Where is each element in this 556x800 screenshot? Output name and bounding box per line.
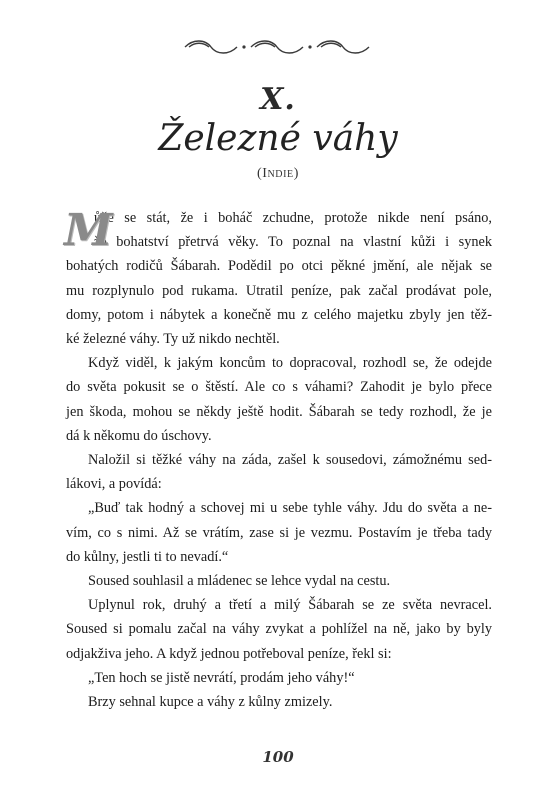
text-line: Když viděl, k jakým koncům to dopracoval, rozhodl se, že odejde — [88, 355, 492, 372]
text-line: ůže se stát, že i boháč zchudne, protože nikde není psáno, — [94, 210, 492, 226]
text-line: do kůlny, jestli ti to nevadí.“ — [66, 548, 229, 565]
page-number: 100 — [262, 748, 294, 766]
text-line: lákovi, a povídá: — [66, 476, 162, 493]
text-line: Uplynul rok, druhý a třetí a milý Šábarah se ze světa nevracel. — [88, 597, 492, 614]
story-text — [66, 206, 492, 714]
text-line: do světa pokusit se o štěstí. Ale co s váhami? Zahodit je bylo přece — [66, 379, 492, 396]
text-line: ké železné váhy. Ty už nikdo nechtěl. — [66, 331, 280, 348]
paragraph-4 — [66, 496, 492, 569]
text-line: Soused souhlasil a mládenec se lehce vydal na cestu. — [88, 573, 391, 590]
text-line: dá k někomu do úschovy. — [66, 427, 212, 444]
drop-cap-letter: M — [64, 205, 113, 256]
paragraph-7 — [66, 666, 492, 690]
text-line: že bohatství přetrvá věky. To poznal na vlastní kůži i synek — [94, 234, 492, 251]
paragraph-1 — [66, 206, 492, 351]
text-line: mu rozplynulo pod rukama. Utratil peníze, pak začal prodávat pole, — [66, 282, 492, 299]
text-line: odjakživa jeho. A když jednou potřeboval peníze, řekl si: — [66, 645, 392, 662]
text-line: domy, potom i nábytek a konečně mu z celého majetku zbyly jen těž- — [66, 306, 492, 323]
text-line: Soused si pomalu začal na váhy zvykat a pohlížel na ně, jako by byly — [66, 621, 492, 638]
text-line: „Buď tak hodný a schovej mi u sebe tyhle váhy. Jdu do světa a ne- — [88, 500, 492, 517]
paragraph-8 — [66, 690, 492, 714]
text-line: bohatých rodičů Šábarah. Podědil po otci pěkné jmění, ale nějak se — [66, 258, 492, 275]
paragraph-2 — [66, 351, 492, 448]
decorative-ornament-icon — [183, 38, 373, 56]
paragraph-3 — [66, 448, 492, 496]
chapter-number: X. — [260, 82, 296, 117]
paragraph-6 — [66, 593, 492, 666]
text-line: Naložil si těžké váhy na záda, zašel k sousedovi, zámožnému sed- — [88, 452, 492, 469]
text-line: Brzy sehnal kupce a váhy z kůlny zmizely. — [88, 694, 333, 711]
text-line: vím, co s nimi. Až se vrátím, zase si je vezmu. Postavím je třeba tady — [66, 524, 492, 541]
chapter-origin: (Indie) — [256, 166, 300, 181]
text-line: jen škoda, mohou se někdy ještě hodit. Šábarah se tedy rozhodl, že je — [66, 403, 492, 420]
text-line: „Ten hoch se jistě nevrátí, prodám jeho váhy!“ — [88, 669, 355, 686]
paragraph-5 — [66, 569, 492, 593]
chapter-title: Železné váhy — [158, 118, 398, 159]
